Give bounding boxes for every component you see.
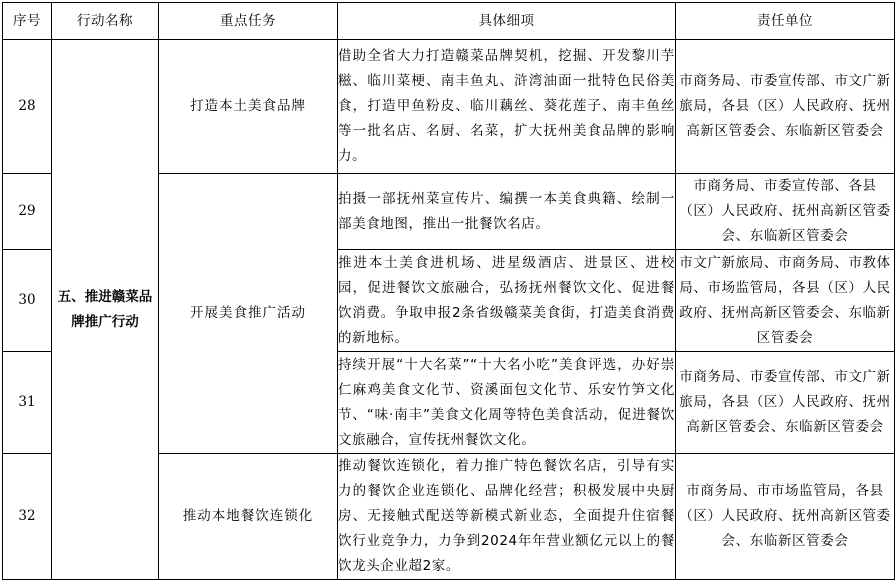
- task-name: 打造本土美食品牌: [159, 40, 338, 174]
- task-name: 开展美食推广活动: [159, 174, 338, 454]
- responsible-unit: 市商务局、市委宣传部、市文广新旅局，各县（区）人民政府、抚州高新区管委会、东临新区管委会: [676, 352, 895, 454]
- task-detail: 推进本土美食进机场、进星级酒店、进景区、进校园，促进餐饮文旅融合，弘扬抚州餐饮文化、促进餐饮消费。争取申报2条省级赣菜美食街，打造美食消费的新地标。: [338, 250, 676, 352]
- header-task: 重点任务: [159, 3, 338, 40]
- task-detail: 借助全省大力打造赣菜品牌契机，挖掘、开发黎川芋糍、临川菜梗、南丰鱼丸、浒湾油面一批特色民俗美食，打造甲鱼粉皮、临川藕丝、葵花莲子、南丰鱼丝等一批名店、名厨、名菜，扩大抚州美食品牌的影响力。: [338, 40, 676, 174]
- action-name: 五、推进赣菜品牌推广行动: [52, 40, 159, 580]
- responsible-unit: 市商务局、市市场监管局，各县（区）人民政府、抚州高新区管委会、东临新区管委会: [676, 454, 895, 580]
- row-number: 28: [3, 40, 52, 174]
- task-detail: 持续开展“十大名菜”“十大名小吃”美食评选，办好崇仁麻鸡美食文化节、资溪面包文化节、乐安竹笋文化节、“味·南丰”美食文化周等特色美食活动，促进餐饮文旅融合，宣传抚州餐饮文化。: [338, 352, 676, 454]
- task-table: [2, 2, 895, 580]
- responsible-unit: 市商务局、市委宣传部、各县（区）人民政府、抚州高新区管委会、东临新区管委会: [676, 174, 895, 250]
- task-detail: 推动餐饮连锁化，着力推广特色餐饮名店，引导有实力的餐饮企业连锁化、品牌化经营；积极发展中央厨房、无接触式配送等新模式新业态，全面提升住宿餐饮行业竞争力，力争到2024年年营业额亿元以上的餐饮龙头企业超2家。: [338, 454, 676, 580]
- row-number: 32: [3, 454, 52, 580]
- row-number: 31: [3, 352, 52, 454]
- header-no: 序号: [3, 3, 52, 40]
- task-detail: 拍摄一部抚州菜宣传片、编撰一本美食典籍、绘制一部美食地图，推出一批餐饮名店。: [338, 174, 676, 250]
- row-number: 29: [3, 174, 52, 250]
- task-name: 推动本地餐饮连锁化: [159, 454, 338, 580]
- header-action: 行动名称: [52, 3, 159, 40]
- table-row: [3, 40, 895, 174]
- header-row: [3, 3, 895, 40]
- header-detail: 具体细项: [338, 3, 676, 40]
- row-number: 30: [3, 250, 52, 352]
- header-unit: 责任单位: [676, 3, 895, 40]
- responsible-unit: 市文广新旅局、市商务局、市教体局、市场监管局，各县（区）人民政府、抚州高新区管委会、东临新区管委会: [676, 250, 895, 352]
- responsible-unit: 市商务局、市委宣传部、市文广新旅局，各县（区）人民政府、抚州高新区管委会、东临新区管委会: [676, 40, 895, 174]
